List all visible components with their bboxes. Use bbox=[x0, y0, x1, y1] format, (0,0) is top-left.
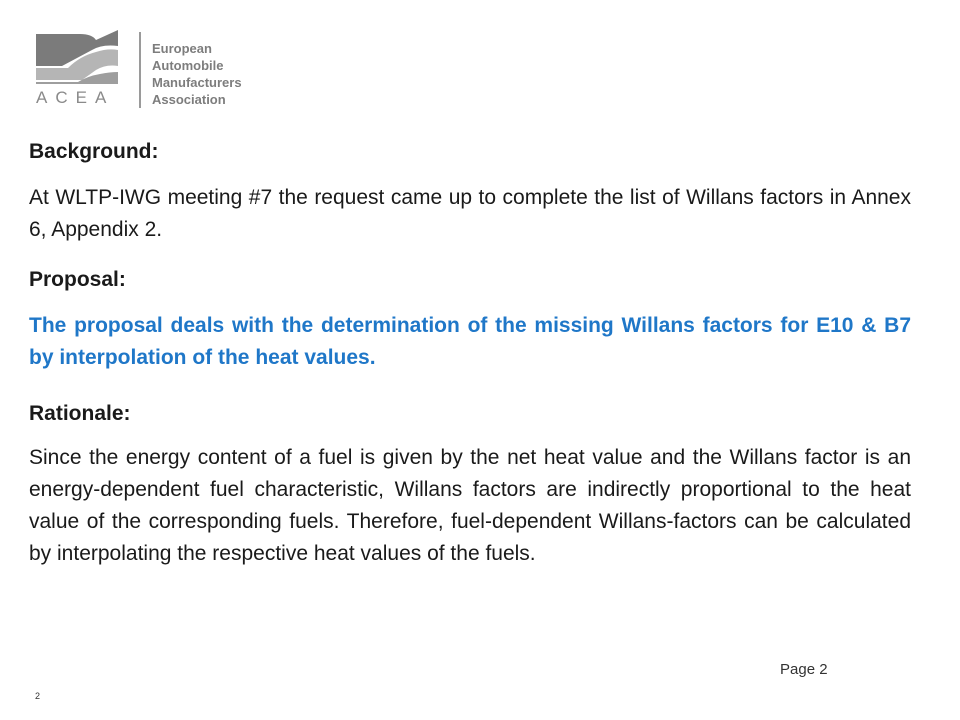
acea-emblem-icon bbox=[22, 26, 132, 88]
logo-acronym: ACEA bbox=[36, 88, 115, 107]
background-text: At WLTP-IWG meeting #7 the request came up to complete the list of Willans factors in Annex 6, Appendix 2. bbox=[29, 186, 911, 241]
proposal-text: The proposal deals with the determination of the missing Willans factors for E10 & B7 by interpolation of the heat values. bbox=[29, 314, 911, 369]
slide-number: 2 bbox=[35, 691, 41, 701]
logo-org-name bbox=[152, 40, 242, 108]
logo-line-4: Association bbox=[152, 92, 226, 107]
proposal-heading: Proposal: bbox=[29, 268, 126, 291]
rationale-heading: Rationale: bbox=[29, 402, 131, 425]
acea-logo bbox=[22, 26, 242, 110]
rationale-text: Since the energy content of a fuel is given by the net heat value and the Willans factor is an energy-dependent fuel characteristic, Willans factors are indirectly proportional to the heat value of the corresponding fuels. Therefore, fuel-dependent Willans-factors can be calculated by interpolating the respective heat values of the fuels. bbox=[29, 446, 911, 565]
logo-line-2: Automobile bbox=[152, 58, 224, 73]
logo-line-1: European bbox=[152, 41, 212, 56]
logo-line-3: Manufacturers bbox=[152, 75, 242, 90]
page-label: Page 2 bbox=[780, 661, 828, 678]
background-heading: Background: bbox=[29, 140, 159, 163]
logo-divider bbox=[139, 32, 141, 108]
